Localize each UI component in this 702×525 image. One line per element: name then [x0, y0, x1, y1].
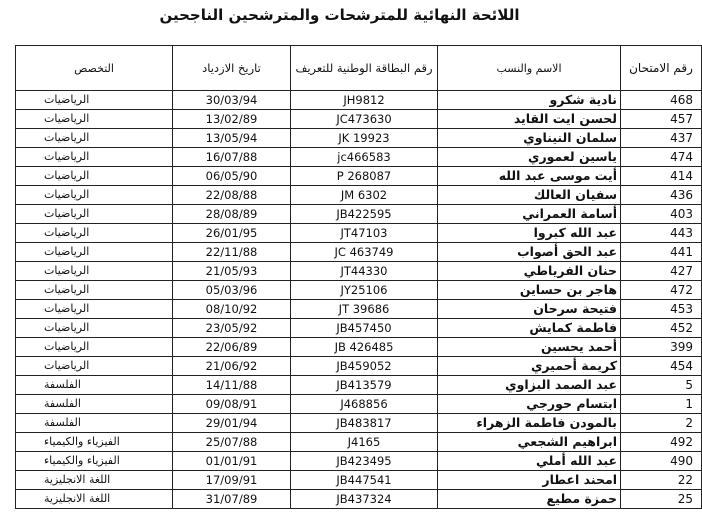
cell-full-name: حنان الفرياطي: [438, 262, 621, 281]
cell-national-id: JT 39686: [291, 300, 438, 319]
cell-national-id: JB413579: [291, 376, 438, 395]
cell-specialty: الرياضيات: [16, 110, 173, 129]
cell-birth-date: 01/01/91: [173, 452, 291, 471]
cell-birth-date: 22/06/89: [173, 338, 291, 357]
table-row: [16, 452, 702, 471]
cell-national-id: JY25106: [291, 281, 438, 300]
cell-specialty: الرياضيات: [16, 319, 173, 338]
header-full-name: الاسم والنسب: [438, 46, 621, 91]
table-row: [16, 110, 702, 129]
cell-specialty: الرياضيات: [16, 281, 173, 300]
cell-exam-number: 492: [621, 433, 702, 452]
cell-full-name: فاطمة كمايش: [438, 319, 621, 338]
cell-birth-date: 29/01/94: [173, 414, 291, 433]
table-row: [16, 262, 702, 281]
table-header-row: [16, 46, 702, 91]
cell-full-name: فتيحة سرحان: [438, 300, 621, 319]
cell-exam-number: 427: [621, 262, 702, 281]
cell-birth-date: 22/11/88: [173, 243, 291, 262]
table-row: [16, 395, 702, 414]
cell-specialty: الرياضيات: [16, 300, 173, 319]
cell-national-id: JB483817: [291, 414, 438, 433]
table-row: [16, 433, 702, 452]
table-row: [16, 91, 702, 110]
cell-exam-number: 436: [621, 186, 702, 205]
cell-birth-date: 26/01/95: [173, 224, 291, 243]
cell-specialty: الرياضيات: [16, 224, 173, 243]
cell-full-name: بالمودن فاطمة الزهراء: [438, 414, 621, 433]
cell-full-name: ابراهيم الشجعي: [438, 433, 621, 452]
cell-national-id: JB422595: [291, 205, 438, 224]
header-birth-date: تاريخ الازدياد: [173, 46, 291, 91]
table-row: [16, 490, 702, 509]
cell-national-id: JB437324: [291, 490, 438, 509]
cell-exam-number: 472: [621, 281, 702, 300]
cell-specialty: الرياضيات: [16, 205, 173, 224]
table-row: [16, 224, 702, 243]
cell-national-id: JC473630: [291, 110, 438, 129]
cell-specialty: اللغة الانجليزية: [16, 490, 173, 509]
cell-full-name: أحمد يحسين: [438, 338, 621, 357]
cell-national-id: JB459052: [291, 357, 438, 376]
cell-exam-number: 441: [621, 243, 702, 262]
cell-birth-date: 13/05/94: [173, 129, 291, 148]
cell-national-id: JB 426485: [291, 338, 438, 357]
cell-national-id: JH9812: [291, 91, 438, 110]
cell-specialty: الرياضيات: [16, 167, 173, 186]
cell-specialty: الفيزياء والكيمياء: [16, 433, 173, 452]
table-row: [16, 338, 702, 357]
cell-exam-number: 22: [621, 471, 702, 490]
cell-specialty: الرياضيات: [16, 186, 173, 205]
cell-birth-date: 17/09/91: [173, 471, 291, 490]
cell-full-name: سفيان العالك: [438, 186, 621, 205]
cell-exam-number: 468: [621, 91, 702, 110]
cell-national-id: JM 6302: [291, 186, 438, 205]
table-body: [16, 91, 702, 509]
cell-specialty: اللغة الانجليزية: [16, 471, 173, 490]
cell-exam-number: 437: [621, 129, 702, 148]
cell-birth-date: 28/08/89: [173, 205, 291, 224]
table-row: [16, 129, 702, 148]
cell-national-id: J468856: [291, 395, 438, 414]
cell-full-name: امحند اعطار: [438, 471, 621, 490]
cell-full-name: عبد الله كبروا: [438, 224, 621, 243]
cell-specialty: الفلسفة: [16, 376, 173, 395]
cell-national-id: J4165: [291, 433, 438, 452]
table-row: [16, 300, 702, 319]
cell-specialty: الفلسفة: [16, 414, 173, 433]
cell-exam-number: 454: [621, 357, 702, 376]
cell-exam-number: 474: [621, 148, 702, 167]
cell-exam-number: 2: [621, 414, 702, 433]
cell-exam-number: 5: [621, 376, 702, 395]
cell-exam-number: 443: [621, 224, 702, 243]
cell-specialty: الرياضيات: [16, 129, 173, 148]
table-row: [16, 414, 702, 433]
cell-specialty: الرياضيات: [16, 262, 173, 281]
cell-full-name: أسامة العمراني: [438, 205, 621, 224]
table-row: [16, 243, 702, 262]
cell-full-name: ياسين لعموري: [438, 148, 621, 167]
cell-birth-date: 13/02/89: [173, 110, 291, 129]
table-row: [16, 148, 702, 167]
cell-national-id: JB447541: [291, 471, 438, 490]
cell-specialty: الرياضيات: [16, 148, 173, 167]
cell-exam-number: 399: [621, 338, 702, 357]
cell-specialty: الفلسفة: [16, 395, 173, 414]
cell-exam-number: 403: [621, 205, 702, 224]
cell-birth-date: 31/07/89: [173, 490, 291, 509]
cell-birth-date: 16/07/88: [173, 148, 291, 167]
cell-specialty: الفيزياء والكيمياء: [16, 452, 173, 471]
results-sheet: [15, 45, 693, 525]
cell-national-id: JB457450: [291, 319, 438, 338]
cell-specialty: الرياضيات: [16, 357, 173, 376]
results-table: [15, 45, 702, 509]
table-row: [16, 319, 702, 338]
cell-exam-number: 25: [621, 490, 702, 509]
cell-exam-number: 490: [621, 452, 702, 471]
cell-national-id: P 268087: [291, 167, 438, 186]
header-specialty: التخصص: [16, 46, 173, 91]
table-row: [16, 376, 702, 395]
cell-specialty: الرياضيات: [16, 91, 173, 110]
cell-full-name: حمزة مطيع: [438, 490, 621, 509]
cell-full-name: لحسن ايت القايد: [438, 110, 621, 129]
table-row: [16, 167, 702, 186]
table-row: [16, 357, 702, 376]
cell-exam-number: 457: [621, 110, 702, 129]
cell-birth-date: 14/11/88: [173, 376, 291, 395]
table-row: [16, 471, 702, 490]
cell-national-id: JC 463749: [291, 243, 438, 262]
cell-national-id: JK 19923: [291, 129, 438, 148]
cell-national-id: JB423495: [291, 452, 438, 471]
cell-full-name: سلمان النيناوي: [438, 129, 621, 148]
cell-full-name: عبد الله أملي: [438, 452, 621, 471]
table-row: [16, 205, 702, 224]
cell-birth-date: 09/08/91: [173, 395, 291, 414]
cell-national-id: JT47103: [291, 224, 438, 243]
cell-exam-number: 453: [621, 300, 702, 319]
cell-birth-date: 22/08/88: [173, 186, 291, 205]
table-row: [16, 186, 702, 205]
cell-birth-date: 23/05/92: [173, 319, 291, 338]
cell-full-name: ابتسام حورجي: [438, 395, 621, 414]
cell-birth-date: 30/03/94: [173, 91, 291, 110]
cell-birth-date: 08/10/92: [173, 300, 291, 319]
cell-full-name: عبد الحق أصواب: [438, 243, 621, 262]
table-row: [16, 281, 702, 300]
cell-birth-date: 25/07/88: [173, 433, 291, 452]
cell-exam-number: 452: [621, 319, 702, 338]
cell-birth-date: 21/06/92: [173, 357, 291, 376]
cell-full-name: هاجر بن حساين: [438, 281, 621, 300]
cell-full-name: كريمة أحميري: [438, 357, 621, 376]
page-title: اللائحة النهائية للمترشحات والمترشحين الناجحين: [159, 6, 520, 24]
cell-birth-date: 06/05/90: [173, 167, 291, 186]
header-exam-number: رقم الامتحان: [621, 46, 702, 91]
header-national-id: رقم البطاقة الوطنية للتعريف: [291, 46, 438, 91]
cell-exam-number: 414: [621, 167, 702, 186]
cell-full-name: نادية شكرو: [438, 91, 621, 110]
cell-specialty: الرياضيات: [16, 243, 173, 262]
cell-exam-number: 1: [621, 395, 702, 414]
cell-national-id: JT44330: [291, 262, 438, 281]
cell-birth-date: 21/05/93: [173, 262, 291, 281]
cell-national-id: jc466583: [291, 148, 438, 167]
cell-specialty: الرياضيات: [16, 338, 173, 357]
cell-full-name: أيت موسى عبد الله: [438, 167, 621, 186]
cell-full-name: عبد الصمد البزاوي: [438, 376, 621, 395]
cell-birth-date: 05/03/96: [173, 281, 291, 300]
